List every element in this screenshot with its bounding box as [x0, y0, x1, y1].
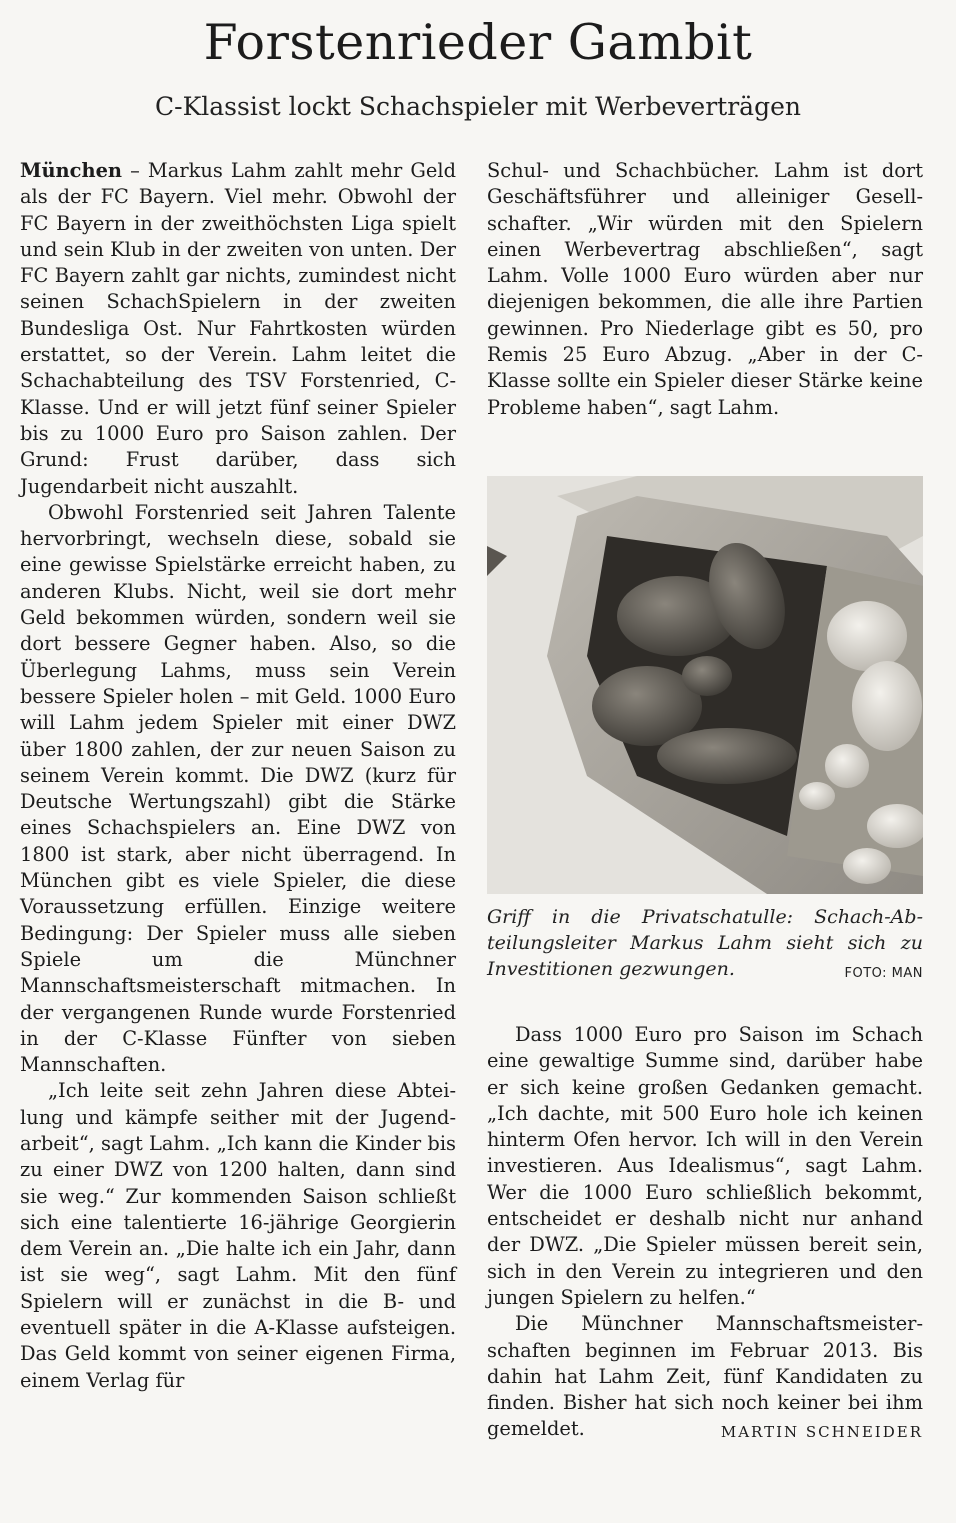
article-column-left [20, 158, 456, 1394]
paragraph: Dass 1000 Euro pro Saison im Schach eine gewaltige Summe sind, darüber habe er sich keine großen Gedanken gemacht. „Ich dachte, mit 500 Euro hole ich keinen hinterm Ofen hervor. Ich will in den Verein investieren. Aus Idealismus“, sagt Lahm. Wer die 1000 Euro schließlich bekommt, entscheidet er deshalb nicht nur anhand der DWZ. „Die Spieler müssen bereit sein, sich in den Verein zu integrieren und den jungen Spielern zu helfen.“ [487, 1023, 923, 1309]
chess-pieces-image [487, 476, 923, 894]
photo-credit: FOTO: MAN [844, 966, 923, 981]
subheadline: C-Klassist lockt Schachspieler mit Werbeverträgen [155, 92, 801, 121]
paragraph: Schul- und Schachbücher. Lahm ist dort Geschäftsführer und alleiniger Gesellschafter. „Wir würden mit den Spielern einen Werbevertrag abschließen“, sagt Lahm. Volle 1000 Euro würden aber nur diejenigen bekommen, die alle ihre Partien gewinnen. Pro Niederlage gibt es 50, pro Remis 25 Euro Abzug. „Aber in der C-Klasse sollte ein Spieler dieser Stärke keine Probleme haben“, sagt Lahm. [487, 159, 923, 419]
paragraph [20, 158, 456, 500]
author-byline: MARTIN SCHNEIDER [720, 1423, 923, 1442]
paragraph: Obwohl Forstenried seit Jahren Talente hervorbringt, wechseln diese, sobald sie eine gewisse Spielstärke erreicht haben, zu anderen Klubs. Nicht, weil sie dort mehr Geld bekommen würden, sondern weil sie dort bessere Gegner haben. Also, so die Überlegung Lahms, muss sein Verein bessere Spieler holen – mit Geld. 1000 Euro will Lahm jedem Spieler mit einer DWZ über 1800 zahlen, der zur neuen Saison zu seinem Verein kommt. Die DWZ (kurz für Deutsche Wertungszahl) gibt die Stärke eines Schachspielers an. Eine DWZ von 1800 ist stark, aber nicht überragend. In München gibt es viele Spieler, die diese Voraussetzung erfüllen. Einzige weitere Bedingung: Der Spieler muss alle sieben Spiele um die Münchner Mannschaftsmeisterschaft mitmachen. In der vergangenen Runde wurde Forstenried in der C-Klasse Fünfter von sieben Mannschaften. [20, 500, 456, 1077]
paragraph-text: Die Münchner Mannschaftsmeisterschaften beginnen im Februar 2013. Bis dahin hat Lahm Zeit, fünf Kandidaten zu finden. Bisher hat sich noch keiner bei ihm gemeldet. [487, 1312, 923, 1441]
caption-text: Griff in die Privatschatulle: Schach-Abteilungsleiter Markus Lahm sieht sich zu Investitionen gezwungen. [487, 906, 923, 980]
photo-caption [487, 904, 923, 987]
headline: Forstenrieder Gambit [203, 14, 753, 71]
dateline: München [20, 159, 122, 182]
paragraph-text: – Markus Lahm zahlt mehr Geld als der FC Bayern. Viel mehr. Obwohl der FC Bayern in der zweithöchsten Liga spielt und sein Klub in der zweiten von unten. Der FC Bayern zahlt gar nichts, zumindest nicht seinen SchachSpielern in der zweiten Bundesliga Ost. Nur Fahrtkosten würden erstattet, so der Verein. Lahm leitet die Schachabteilung des TSV Forstenried, C-Klasse. Und er will jetzt fünf seiner Spieler bis zu 1000 Euro pro Saison zahlen. Der Grund: Frust darüber, dass sich Jugendarbeit nicht auszahlt. [20, 159, 456, 498]
paragraph [487, 1311, 923, 1442]
paragraph: „Ich leite seit zehn Jahren diese Abteilung und kämpfe seither mit der Jugendarbeit“, sagt Lahm. „Ich kann die Kinder bis zu einer DWZ von 1200 halten, dann sind sie weg.“ Zur kommenden Saison schließt sich eine talentierte 16-jährige Georgierin dem Verein an. „Die halte ich ein Jahr, dann ist sie weg“, sagt Lahm. Mit den fünf Spielern will er zunächst in die B- und eventuell später in die A-Klasse aufsteigen. Das Geld kommt von seiner eigenen Firma, einem Verlag für [20, 1079, 456, 1392]
chess-box-photo [487, 476, 923, 894]
article-column-right-bottom [487, 1022, 923, 1446]
article-column-right-top [487, 158, 923, 421]
